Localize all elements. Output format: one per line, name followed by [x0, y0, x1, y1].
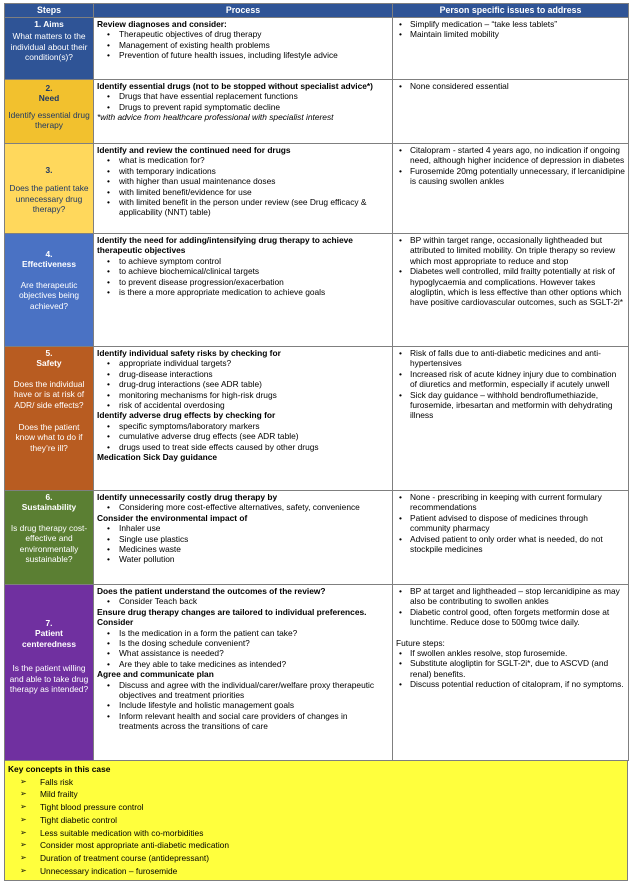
process-note: *with advice from healthcare professional with specialist interest — [97, 112, 334, 123]
header-steps: Steps — [5, 4, 94, 18]
step-question: Is the patient willing and able to take drug therapy as intended? — [9, 663, 89, 695]
list-item: • Medicines waste — [97, 544, 389, 554]
list-item: ➢ Tight diabetic control — [8, 814, 624, 827]
list-item: • Is the medication in a form the patient can take? — [97, 628, 389, 638]
process-list-2 — [97, 628, 389, 670]
process-heading: Identify and review the continued need for drugs — [97, 145, 291, 155]
process-heading-2: Identify adverse drug effects by checking for — [97, 410, 276, 421]
list-item: • Consider Teach back — [97, 596, 389, 606]
list-item: • Therapeutic objectives of drug therapy — [97, 29, 389, 39]
step-question: Does the patient take unnecessary drug therapy? — [9, 183, 89, 215]
step-safety — [5, 347, 94, 491]
process-list — [97, 502, 389, 512]
step-number: 4. — [45, 249, 53, 259]
list-item: • BP at target and lightheaded – stop lercanidipine as may also be contributing to swollen ankles — [396, 586, 625, 607]
list-item: • If swollen ankles resolve, stop furosemide. — [396, 648, 625, 658]
key-concepts-list — [8, 776, 624, 878]
person-effectiveness — [393, 234, 629, 347]
process-list — [97, 256, 389, 298]
list-item: • None considered essential — [396, 81, 625, 91]
list-item: • to achieve symptom control — [97, 256, 389, 266]
process-need — [94, 80, 393, 144]
person-list — [396, 19, 625, 40]
list-item: • Discuss potential reduction of citalopram, if no symptoms. — [396, 679, 625, 689]
person-list — [396, 348, 625, 421]
list-item: • Risk of falls due to anti-diabetic medicines and anti-hypertensives — [396, 348, 625, 369]
row-need — [5, 80, 629, 144]
process-heading: Identify the need for adding/intensifying drug therapy to achieve therapeutic objectives — [97, 235, 353, 256]
process-heading-2: Consider the environmental impact of — [97, 512, 248, 523]
step-number: 5. — [45, 348, 53, 358]
list-item: • Considering more cost-effective alternatives, safety, convenience — [97, 502, 389, 512]
row-effectiveness — [5, 234, 629, 347]
list-item: • BP within target range, occasionally lightheaded but attributed to limited mobility. On triple therapy so review which most appropriate to reduce and stop — [396, 235, 625, 266]
process-list — [97, 29, 389, 60]
person-list — [396, 586, 625, 628]
person-sustainability — [393, 491, 629, 585]
list-item: • Maintain limited mobility — [396, 29, 625, 39]
process-heading: Identify unnecessarily costly drug therapy by — [97, 492, 278, 502]
process-list — [97, 596, 389, 606]
row-sustainability — [5, 491, 629, 585]
list-item: • Drugs that have essential replacement functions — [97, 91, 389, 101]
list-item: • Inhaler use — [97, 523, 389, 533]
list-item: • what is medication for? — [97, 155, 389, 165]
header-row — [5, 4, 629, 18]
process-patient-centeredness — [94, 585, 393, 761]
list-item: • Diabetic control good, often forgets metformin dose at lunchtime. Reduce dose to 500mg twice daily. — [396, 607, 625, 628]
step-label: Need — [38, 93, 60, 104]
process-unnecessary — [94, 144, 393, 234]
step-label: Safety — [36, 358, 62, 369]
list-item: • with higher than usual maintenance doses — [97, 176, 389, 186]
step-question: What matters to the individual about their condition(s)? — [10, 31, 88, 63]
future-steps-label: Future steps: — [396, 637, 445, 648]
list-item: • Substitute alogliptin for SGLT-2i*, due to ASCVD (and renal) benefits. — [396, 658, 625, 679]
process-effectiveness — [94, 234, 393, 347]
person-unnecessary — [393, 144, 629, 234]
person-list — [396, 492, 625, 554]
list-item: • Inform relevant health and social care providers of changes in treatments across the transitions of care — [97, 711, 389, 732]
list-item: • appropriate individual targets? — [97, 358, 389, 368]
step-effectiveness — [5, 234, 94, 347]
step-number: 7. — [45, 618, 53, 628]
medication-review-document — [4, 3, 628, 881]
step-question: Is drug therapy cost-effective and environmentally sustainable? — [10, 522, 88, 565]
list-item: ➢ Mild frailty — [8, 788, 624, 801]
step-sustainability — [5, 491, 94, 585]
row-unnecessary — [5, 144, 629, 234]
list-item: • Diabetes well controlled, mild frailty potentially at risk of hypoglycaemia and complications. However takes alogliptin, which is less effective than other options which have positive cardiovascular outcomes, such as SGLT-2i* — [396, 266, 625, 308]
step-number: 2. — [45, 83, 53, 93]
list-item: • drugs used to treat side effects caused by other drugs — [97, 442, 389, 452]
step-question: Are therapeutic objectives being achieved? — [18, 279, 80, 311]
step-patient-centeredness — [5, 585, 94, 761]
process-heading-2: Ensure drug therapy changes are tailored to individual preferences. — [97, 606, 367, 617]
list-item: • drug-disease interactions — [97, 369, 389, 379]
person-list — [396, 145, 625, 187]
future-steps-list — [396, 648, 625, 690]
list-item: • Advised patient to only order what is needed, do not stockpile medicines — [396, 534, 625, 555]
list-item: • Water pollution — [97, 554, 389, 564]
person-list — [396, 81, 625, 91]
step-need — [5, 80, 94, 144]
person-list — [396, 235, 625, 308]
list-item: • None - prescribing in keeping with current formulary recommendations — [396, 492, 625, 513]
process-safety — [94, 347, 393, 491]
list-item: • Is the dosing schedule convenient? — [97, 638, 389, 648]
step-number: 1. Aims — [34, 19, 64, 29]
process-heading: Identify essential drugs (not to be stopped without specialist advice*) — [97, 81, 373, 91]
list-item: • to achieve biochemical/clinical targets — [97, 266, 389, 276]
step-number: 6. — [45, 492, 53, 502]
list-item: • Single use plastics — [97, 534, 389, 544]
list-item: • risk of accidental overdosing — [97, 400, 389, 410]
list-item: • Management of existing health problems — [97, 40, 389, 50]
row-aims — [5, 18, 629, 80]
process-list-2 — [97, 523, 389, 565]
list-item: • with limited benefit in the person under review (see Drug efficacy & applicability (NNT) table) — [97, 197, 389, 218]
list-item: • Furosemide 20mg potentially unnecessary, if lercanidipine is causing swollen ankles — [396, 166, 625, 187]
process-list — [97, 155, 389, 217]
process-heading-3: Agree and communicate plan — [97, 669, 214, 680]
process-heading: Review diagnoses and consider: — [97, 19, 227, 29]
list-item: • Discuss and agree with the individual/carer/welfare proxy therapeutic objectives and treatment priorities — [97, 680, 389, 701]
list-item: • cumulative adverse drug effects (see ADR table) — [97, 431, 389, 441]
key-concepts-box — [4, 761, 628, 881]
list-item: ➢ Tight blood pressure control — [8, 801, 624, 814]
step-number: 3. — [45, 165, 53, 175]
review-table — [4, 3, 629, 761]
row-safety — [5, 347, 629, 491]
list-item: • Increased risk of acute kidney injury due to combination of diuretics and metformin, especially if acutely unwell — [396, 369, 625, 390]
row-patient-centeredness — [5, 585, 629, 761]
list-item: ➢ Duration of treatment course (antidepressant) — [8, 852, 624, 865]
list-item: • monitoring mechanisms for high-risk drugs — [97, 390, 389, 400]
step-question-2: Does the patient know what to do if they’re ill? — [15, 422, 83, 453]
header-process: Process — [94, 4, 393, 18]
process-list-3 — [97, 680, 389, 732]
list-item: • to prevent disease progression/exacerbation — [97, 277, 389, 287]
process-heading-3: Medication Sick Day guidance — [97, 452, 218, 463]
list-item: • Prevention of future health issues, including lifestyle advice — [97, 50, 389, 60]
list-item: ➢ Falls risk — [8, 776, 624, 789]
process-list — [97, 358, 389, 410]
step-question: Does the individual have or is at risk of ADR/ side effects? — [13, 378, 85, 410]
process-heading: Identify individual safety risks by checking for — [97, 348, 281, 358]
process-heading: Does the patient understand the outcomes of the review? — [97, 586, 326, 596]
list-item: • Patient advised to dispose of medicines through community pharmacy — [396, 513, 625, 534]
person-aims — [393, 18, 629, 80]
list-item: • What assistance is needed? — [97, 648, 389, 658]
step-label: Patient centeredness — [22, 628, 76, 649]
header-person: Person specific issues to address — [393, 4, 629, 18]
step-label: Sustainability — [21, 502, 77, 513]
list-item: • with temporary indications — [97, 166, 389, 176]
person-safety — [393, 347, 629, 491]
person-need — [393, 80, 629, 144]
list-item: ➢ Consider most appropriate anti-diabetic medication — [8, 839, 624, 852]
step-unnecessary — [5, 144, 94, 234]
process-sustainability — [94, 491, 393, 585]
list-item: • Citalopram - started 4 years ago, no indication if ongoing need, although higher incidence of depression in diabetes — [396, 145, 625, 166]
list-item: ➢ Less suitable medication with co-morbidities — [8, 827, 624, 840]
process-aims — [94, 18, 393, 80]
list-item: • specific symptoms/laboratory markers — [97, 421, 389, 431]
list-item: ➢ Unnecessary indication – furosemide — [8, 865, 624, 878]
list-item: • with limited benefit/evidence for use — [97, 187, 389, 197]
list-item: • drug-drug interactions (see ADR table) — [97, 379, 389, 389]
key-concepts-title: Key concepts in this case — [8, 764, 111, 774]
step-aims — [5, 18, 94, 80]
process-list — [97, 91, 389, 112]
list-item: • Simplify medication – “take less tablets” — [396, 19, 625, 29]
person-patient-centeredness — [393, 585, 629, 761]
step-label: Effectiveness — [22, 259, 76, 270]
list-item: • Include lifestyle and holistic management goals — [97, 700, 389, 710]
list-item: • Sick day guidance – withhold bendroflumethiazide, furosemide, irbesartan and metformin with dehydrating illness — [396, 390, 625, 421]
list-item: • Are they able to take medicines as intended? — [97, 659, 389, 669]
process-list-2 — [97, 421, 389, 452]
list-item: • is there a more appropriate medication to achieve goals — [97, 287, 389, 297]
step-question: Identify essential drug therapy — [8, 109, 90, 131]
list-item: • Drugs to prevent rapid symptomatic decline — [97, 102, 389, 112]
process-heading-2b: Consider — [97, 617, 134, 628]
